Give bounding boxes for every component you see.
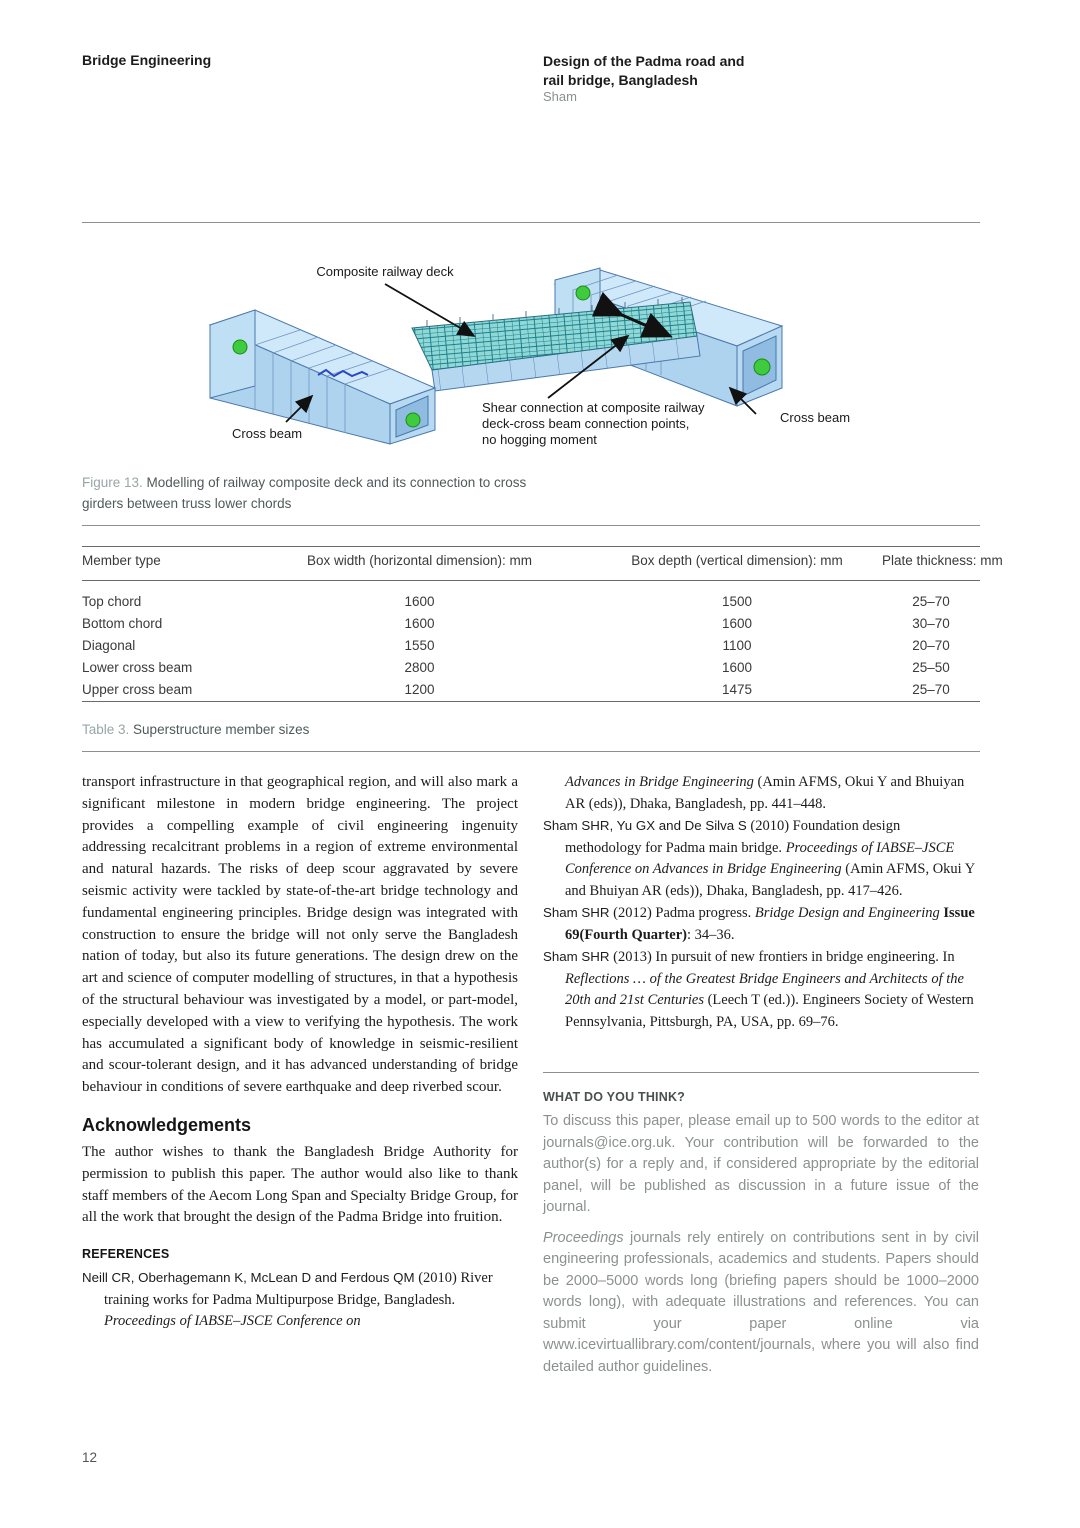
left-column	[82, 772, 518, 1333]
label-cross-beam-right: Cross beam	[780, 410, 851, 425]
journal-name: Bridge Engineering	[82, 52, 212, 68]
references-heading: REFERENCES	[82, 1247, 170, 1262]
table-bottom-rule	[82, 701, 980, 702]
paper-author: Sham	[543, 89, 577, 104]
table-col-box-width: Box width (horizontal dimension): mm	[306, 553, 533, 568]
reference-entry: Sham SHR (2012) Padma progress. Bridge Design and Engineering Issue 69(Fourth Quarter): 34–36.	[543, 905, 975, 943]
label-cross-beam-left: Cross beam	[232, 426, 303, 441]
table-header-row	[82, 553, 1003, 568]
label-composite-railway-deck: Composite railway deck	[316, 264, 454, 279]
table-top-rule	[82, 546, 980, 547]
table-row: Upper cross beam 1200 1475 25–70	[82, 682, 950, 697]
table-caption	[82, 722, 682, 737]
svg-text:deck-cross beam connection poi: deck-cross beam connection points,	[482, 416, 690, 431]
green-node	[233, 340, 247, 354]
table-row: Top chord 1600 1500 25–70	[82, 594, 950, 609]
rule-above-figure	[82, 222, 980, 223]
figure-caption-number: Figure 13.	[82, 475, 143, 490]
paper-title-line1: Design of the Padma road and	[543, 53, 745, 69]
table-body	[82, 591, 980, 701]
body-paragraph: transport infrastructure in that geographical region, and will also mark a significant milestone in modern bridge engineering. The project provides a compelling example of civil engineering ingenuity addressing recalcitrant problems in a region of extreme environmental and natural hazards. The risks of deep scour aggravated by severe seismic activity were tackled by state-of-the-art bridge technology and fundamental engineering principles. Bridge design was integrated with construction to ensure the bridge will not only serve the Bangladesh nation of today, but also its future generations. The design drew on the art and science of computer modelling of structures, in that a hypothesis of the structural behaviour was investigated by a model, or part-model, especially developed with a view to verifying the hypothesis. The work has accumulated a significant body of knowledge in seismic-resilient and scour-tolerant design, and it has advanced understanding of bridge behaviour in conditions of severe earthquake and deep riverbed scour.	[82, 774, 518, 1096]
what-do-you-think-paragraph-1: To discuss this paper, please email up to 500 words to the editor at journals@ice.org.uk. Your contribution will be forwarded to the author(s) for a reply and, if considered appropriate by the editorial panel, will be published as discussion in a future issue of the journal.	[543, 1113, 979, 1215]
what-do-you-think-paragraph-2: Proceedings journals rely entirely on contributions sent in by civil engineering professionals, academics and students. Papers should be 2000–5000 words long (briefing papers should be 1000–2000 words long), with adequate illustrations and references. You can submit your paper online via www.icevirtuallibrary.com/content/journals, where you will also find detailed author guidelines.	[543, 1229, 979, 1375]
figure-caption	[82, 472, 527, 514]
table-row: Bottom chord 1600 1600 30–70	[82, 616, 950, 631]
table-col-box-depth: Box depth (vertical dimension): mm	[631, 553, 843, 568]
table-col-plate-thickness: Plate thickness: mm	[882, 553, 1003, 568]
green-node	[754, 359, 770, 375]
acknowledgements-heading: Acknowledgements	[82, 1114, 252, 1135]
rule-below-table-caption	[82, 751, 980, 752]
label-shear-connection	[482, 400, 705, 447]
table-header-rule	[82, 580, 980, 581]
reference-entry: Sham SHR (2013) In pursuit of new frontiers in bridge engineering. In Reflections … of the Greatest Bridge Engineers and Architects of the 20th and 21st Centuries (Leech T (ed.)). Engineers Society of Western Pennsylvania, Pittsburgh, PA, USA, pp. 69–76.	[543, 949, 974, 1030]
figure-caption-text: Modelling of railway composite deck and its connection to cross girders between truss lower chords	[82, 475, 527, 511]
reference-entry-continued: Advances in Bridge Engineering (Amin AFMS, Okui Y and Bhuiyan AR (eds)), Dhaka, Bangladesh, pp. 441–448.	[565, 774, 965, 812]
table-col-member-type: Member type	[82, 553, 161, 568]
green-node	[576, 286, 590, 300]
paper-title	[543, 52, 843, 90]
svg-text:Shear connection at composite: Shear connection at composite railway	[482, 400, 705, 415]
rule-below-figure-caption	[82, 525, 980, 526]
acknowledgements-paragraph: The author wishes to thank the Bangladesh Bridge Authority for permission to publish this paper. The author would also like to thank staff members of the Aecom Long Span and Specialty Bridge Group, for all the work that brought the design of the Padma Bridge into fruition.	[82, 1143, 518, 1226]
what-do-you-think-heading: WHAT DO YOU THINK?	[543, 1090, 686, 1104]
green-node	[406, 413, 420, 427]
table-caption-number: Table 3.	[82, 722, 130, 737]
table-row: Lower cross beam 2800 1600 25–50	[82, 660, 950, 675]
reference-entry: Neill CR, Oberhagemann K, McLean D and Ferdous QM (2010) River training works for Padma Multipurpose Bridge, Bangladesh. Proceedings of IABSE–JSCE Conference on	[82, 1270, 493, 1330]
bridge-model-svg	[82, 228, 980, 468]
figure-13-diagram	[82, 228, 980, 468]
table-row: Diagonal 1550 1100 20–70	[82, 638, 950, 653]
paper-title-line2: rail bridge, Bangladesh	[543, 72, 698, 88]
left-cross-beam	[210, 310, 435, 444]
table-caption-text: Superstructure member sizes	[129, 722, 310, 737]
reference-entry: Sham SHR, Yu GX and De Silva S (2010) Foundation design methodology for Padma main bridge. Proceedings of IABSE–JSCE Conference on Advances in Bridge Engineering (Amin AFMS, Okui Y and Bhuiyan AR (eds)), Dhaka, Bangladesh, pp. 417–426.	[543, 818, 975, 899]
page-number: 12	[82, 1450, 98, 1465]
what-do-you-think-rule	[543, 1072, 979, 1073]
svg-text:no hogging moment: no hogging moment	[482, 432, 597, 447]
right-column	[543, 772, 979, 1378]
